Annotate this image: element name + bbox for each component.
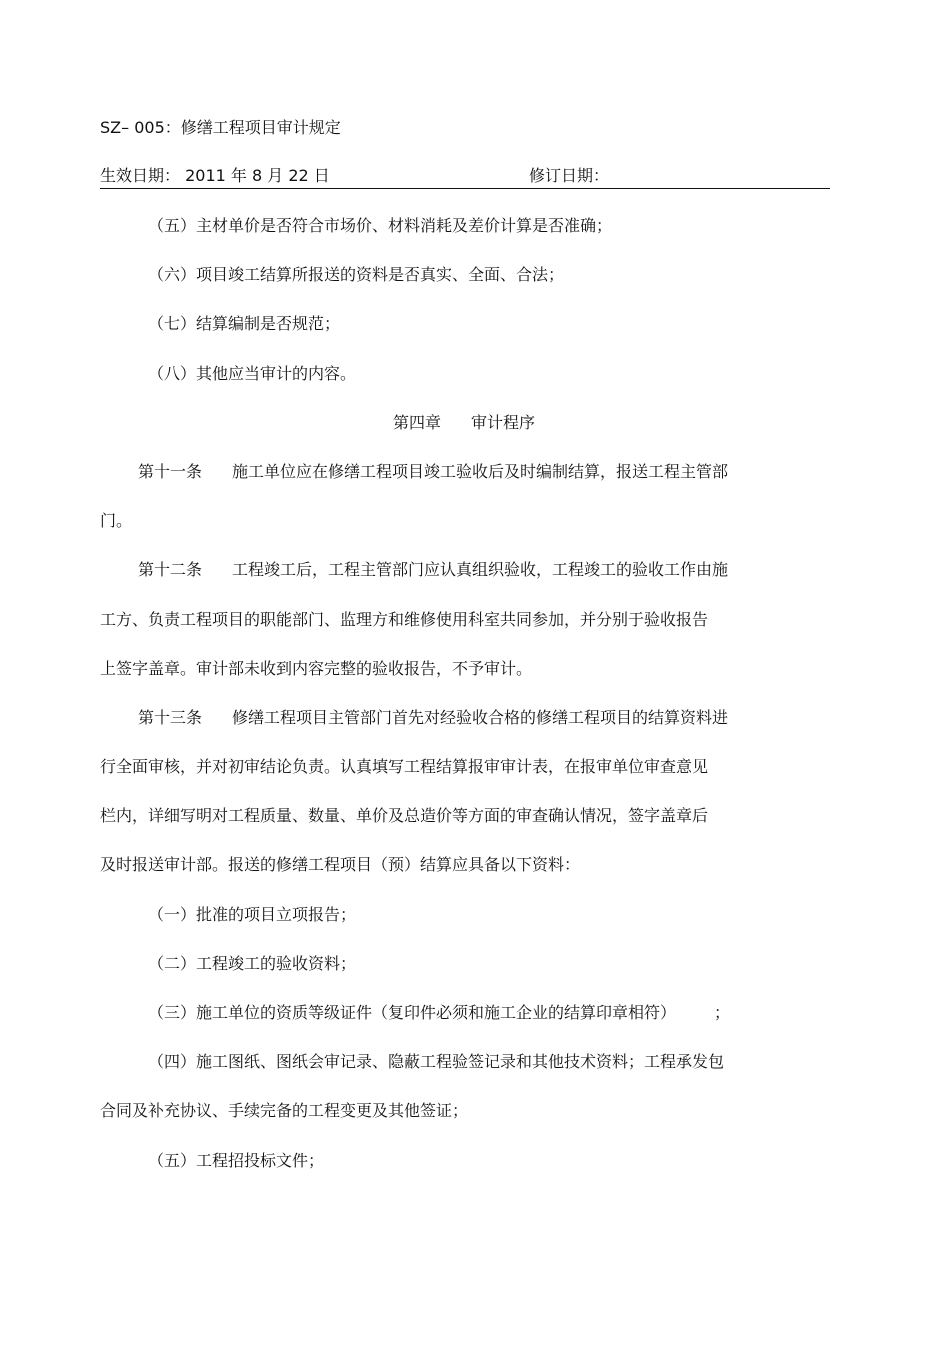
- effective-date: [100, 164, 330, 188]
- article-12-label: 第十二条: [138, 560, 203, 580]
- audit-item-5: （五）主材单价是否符合市场价、材料消耗及差价计算是否准确；: [148, 216, 613, 235]
- date-row: [100, 164, 830, 189]
- audit-item-8: （八）其他应当审计的内容。: [148, 363, 357, 383]
- article-13-line-3: 栏内，详细写明对工程质量、数量、单价及总造价等方面的审查确认情况，签字盖章后: [100, 806, 709, 826]
- material-item-4-line-1: （四）施工图纸、图纸会审记录、隐蔽工程验签记录和其他技术资料；工程承发包: [148, 1052, 725, 1072]
- document-body: [100, 210, 800, 1194]
- article-13-line-4: 及时报送审计部。报送的修缮工程项目（预）结算应具备以下资料：: [100, 855, 581, 875]
- article-12-line-1: [100, 554, 800, 603]
- article-13-line-2: 行全面审核，并对初审结论负责。认真填写工程结算报审审计表，在报审单位审查意见: [100, 757, 709, 777]
- article-11-line-1: [100, 456, 800, 505]
- material-item-3-text: （三）施工单位的资质等级证件（复印件必须和施工企业的结算印章相符）: [148, 1003, 677, 1022]
- chapter-heading: [100, 407, 800, 456]
- revised-date-label: 修订日期：: [529, 166, 610, 185]
- revised-date: [529, 164, 609, 188]
- article-12-line-2: 工方、负责工程项目的职能部门、监理方和维修使用科室共同参加，并分别于验收报告: [100, 609, 709, 629]
- article-13-text: 修缮工程项目主管部门首先对经验收合格的修缮工程项目的结算资料进: [232, 707, 729, 727]
- audit-item-7: （七）结算编制是否规范；: [148, 314, 341, 334]
- article-11-line-2: 门。: [100, 511, 133, 531]
- article-13-label: 第十三条: [138, 707, 203, 727]
- material-item-5: （五）工程招投标文件；: [148, 1150, 325, 1170]
- chapter-title: 审计程序: [471, 412, 536, 432]
- material-item-4-line-2: 合同及补充协议、手续完备的工程变更及其他签证；: [100, 1101, 469, 1121]
- audit-item-6: （六）项目竣工结算所报送的资料是否真实、全面、合法；: [148, 265, 565, 285]
- article-12-line-3: 上签字盖章。审计部未收到内容完整的验收报告，不予审计。: [100, 658, 533, 678]
- material-item-2: （二）工程竣工的验收资料；: [148, 953, 357, 973]
- article-13-line-1: [100, 702, 800, 751]
- effective-date-value: 2011 年 8 月 22 日: [185, 166, 330, 185]
- article-11-text: 施工单位应在修缮工程项目竣工验收后及时编制结算，报送工程主管部: [232, 461, 729, 481]
- material-item-3: [100, 997, 800, 1046]
- document-title: SZ– 005：修缮工程项目审计规定: [100, 118, 341, 137]
- material-item-3-end: ；: [714, 1003, 731, 1022]
- article-11-label: 第十一条: [138, 461, 203, 481]
- material-item-1: （一）批准的项目立项报告；: [148, 904, 357, 924]
- chapter-number: 第四章: [392, 412, 441, 432]
- effective-date-label: 生效日期：: [100, 166, 181, 185]
- article-12-text: 工程竣工后，工程主管部门应认真组织验收，工程竣工的验收工作由施: [232, 560, 729, 580]
